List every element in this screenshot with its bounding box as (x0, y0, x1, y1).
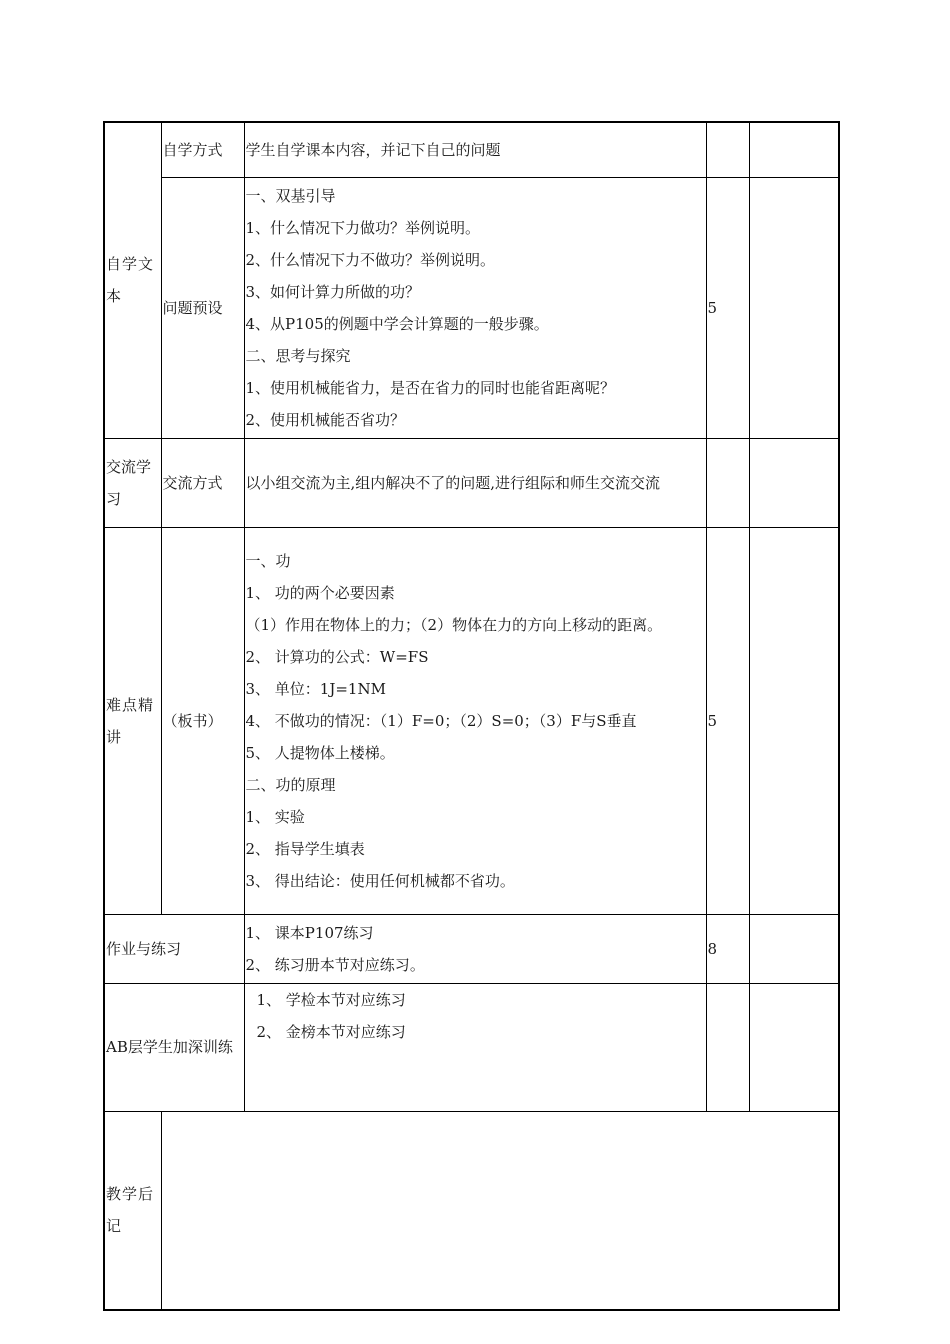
reflection-content (161, 1111, 839, 1310)
exchange-notes (749, 438, 839, 527)
self-study-method-text: 学生自学课本内容，并记下自己的问题 (244, 122, 706, 177)
preset-line: 1、什么情况下力做功？举例说明。 (245, 218, 481, 237)
key-points-content (244, 527, 706, 914)
preset-line: 1、使用机械能省力，是否在省力的同时也能省距离呢？ (245, 378, 616, 397)
problem-preset-label: 问题预设 (161, 177, 244, 438)
ab-training-line: 2、 金榜本节对应练习 (256, 1022, 406, 1041)
key-point-line: 1、 功的两个必要因素 (245, 583, 395, 602)
self-study-section-label: 自学文本 (104, 122, 161, 438)
homework-section-label: 作业与练习 (104, 914, 244, 983)
key-point-line: 3、 单位：1J=1NM (245, 679, 386, 698)
ab-training-minutes (706, 983, 749, 1111)
ab-training-content (244, 983, 706, 1111)
key-points-minutes: 5 (706, 527, 749, 914)
homework-minutes: 8 (706, 914, 749, 983)
ab-training-row (104, 983, 839, 1111)
preset-line: 2、使用机械能否省功？ (245, 410, 406, 429)
key-point-line: 2、 计算功的公式：W=FS (245, 647, 429, 666)
homework-row (104, 914, 839, 983)
reflection-row (104, 1111, 839, 1310)
problem-preset-row (104, 177, 839, 438)
key-point-line: 5、 人提物体上楼梯。 (245, 743, 395, 762)
self-study-method-row (104, 122, 839, 177)
self-study-method-label: 自学方式 (161, 122, 244, 177)
key-points-section-label: 难点精讲 (104, 527, 161, 914)
ab-training-line: 1、 学检本节对应练习 (256, 990, 406, 1009)
key-points-notes (749, 527, 839, 914)
exchange-section-label: 交流学习 (104, 438, 161, 527)
ab-training-notes (749, 983, 839, 1111)
reflection-section-label: 教学后记 (104, 1111, 161, 1310)
key-point-line: 2、 指导学生填表 (245, 839, 365, 858)
key-point-line: 一、功 (245, 551, 291, 570)
homework-content (244, 914, 706, 983)
problem-preset-content (244, 177, 706, 438)
key-point-line: 3、 得出结论：使用任何机械都不省功。 (245, 871, 515, 890)
preset-line: 2、什么情况下力不做功？举例说明。 (245, 250, 496, 269)
homework-line: 1、 课本P107练习 (245, 923, 374, 942)
problem-preset-notes (749, 177, 839, 438)
key-point-line: （1）作用在物体上的力；（2）物体在力的方向上移动的距离。 (245, 615, 663, 634)
preset-line: 3、如何计算力所做的功？ (245, 282, 421, 301)
preset-line: 一、双基引导 (245, 186, 336, 205)
exchange-method-label: 交流方式 (161, 438, 244, 527)
key-point-line: 1、 实验 (245, 807, 305, 826)
homework-line: 2、 练习册本节对应练习。 (245, 955, 425, 974)
key-points-row (104, 527, 839, 914)
exchange-row (104, 438, 839, 527)
key-points-board-label: （板书） (161, 527, 244, 914)
ab-training-section-label: AB层学生加深训练 (104, 983, 244, 1111)
self-study-method-notes (749, 122, 839, 177)
exchange-text: 以小组交流为主,组内解决不了的问题,进行组际和师生交流交流 (244, 438, 706, 527)
key-point-line: 二、功的原理 (245, 775, 336, 794)
preset-line: 4、从P105的例题中学会计算题的一般步骤。 (245, 314, 549, 333)
preset-line: 二、思考与探究 (245, 346, 351, 365)
lesson-plan-table (103, 121, 840, 1311)
key-point-line: 4、 不做功的情况：（1）F=0；（2）S=0；（3）F与S垂直 (245, 711, 637, 730)
homework-notes (749, 914, 839, 983)
exchange-minutes (706, 438, 749, 527)
self-study-method-minutes (706, 122, 749, 177)
problem-preset-minutes: 5 (706, 177, 749, 438)
